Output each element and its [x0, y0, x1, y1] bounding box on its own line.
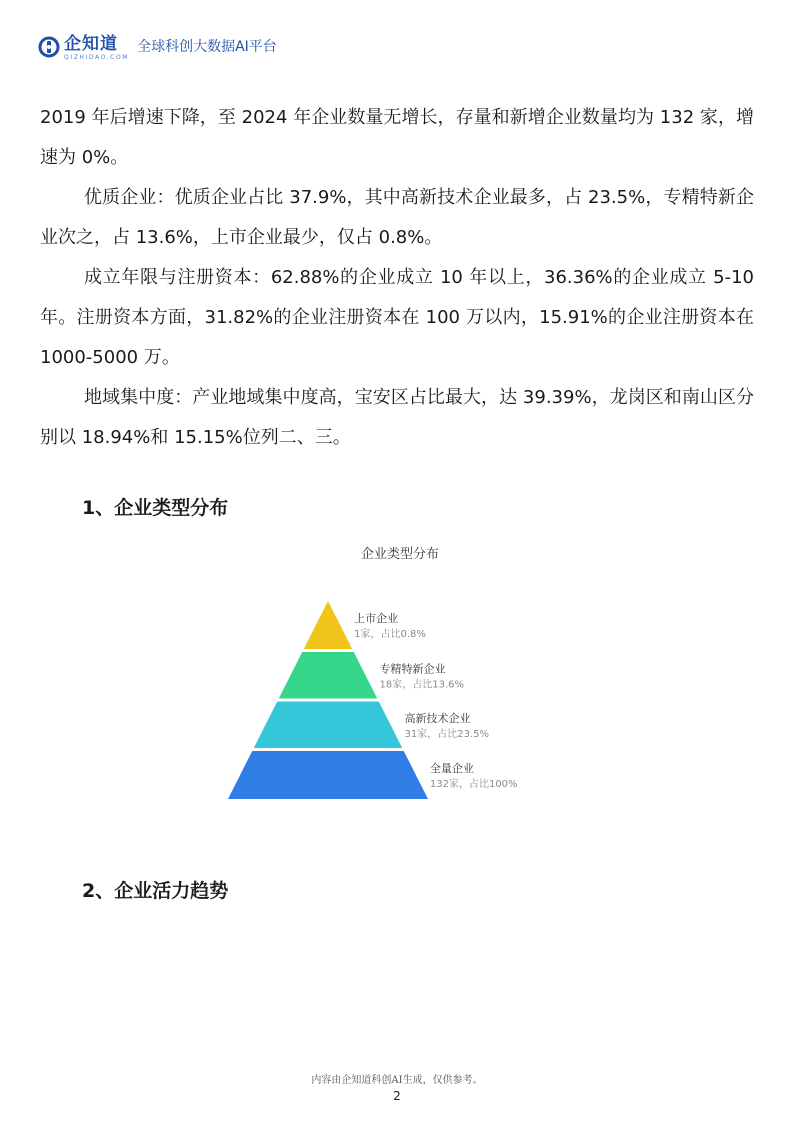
pyramid-level-name: 全量企业 — [429, 762, 474, 775]
paragraph-growth: 2019 年后增速下降，至 2024 年企业数量无增长，存量和新增企业数量均为 132 家，增速为 0%。 — [40, 107, 754, 168]
footer-disclaimer: 内容由企知道科创AI生成，仅供参考。 — [311, 1075, 483, 1086]
paragraph-quality-enterprises: 优质企业：优质企业占比 37.9%，其中高新技术企业最多，占 23.5%，专精特新企业次之，占 13.6%，上市企业最少，仅占 0.8%。 — [40, 187, 754, 248]
paragraph-age-capital: 成立年限与注册资本：62.88%的企业成立 10 年以上，36.36%的企业成立 5-10 年。注册资本方面，31.82%的企业注册资本在 100 万以内，15.91%的企业注册资本在 1000-5000 万。 — [40, 267, 754, 368]
pyramid-level-3 — [254, 702, 402, 749]
pyramid-level-name: 上市企业 — [354, 612, 399, 625]
paragraph-regional-concentration: 地域集中度：产业地域集中度高，宝安区占比最大，达 39.39%，龙岗区和南山区分别以 18.94%和 15.15%位列二、三。 — [40, 387, 754, 448]
logo-domain: QIZHIDAO.COM — [64, 54, 130, 61]
enterprise-type-pyramid-chart — [200, 535, 600, 825]
pyramid-level-1 — [304, 601, 352, 649]
chart-title: 企业类型分布 — [360, 547, 439, 562]
pyramid-level-2 — [279, 652, 377, 699]
pyramid-svg — [200, 535, 600, 825]
logo-name: 企知道 — [64, 34, 118, 54]
section-heading-vitality-trend: 2、企业活力趋势 — [82, 880, 229, 902]
page-number: 2 — [393, 1089, 401, 1103]
pyramid-level-label: 18家，占比13.6% — [379, 679, 464, 691]
pyramid-level-label: 1家，占比0.8% — [354, 629, 426, 640]
pyramid-level-label: 31家，占比23.5% — [404, 728, 489, 740]
qizhidao-logo-icon — [38, 36, 60, 58]
logo-wordmark — [64, 34, 129, 62]
logo-slogan: 全球科创大数据AI平台 — [137, 39, 277, 55]
pyramid-level-4 — [228, 751, 428, 799]
body-text — [40, 98, 754, 458]
section-heading-enterprise-types: 1、企业类型分布 — [82, 497, 229, 519]
pyramid-level-name: 专精特新企业 — [379, 662, 446, 676]
pyramid-level-label: 132家，占比100% — [429, 779, 518, 790]
pyramid-level-name: 高新技术企业 — [404, 711, 471, 725]
page-header — [38, 34, 277, 64]
